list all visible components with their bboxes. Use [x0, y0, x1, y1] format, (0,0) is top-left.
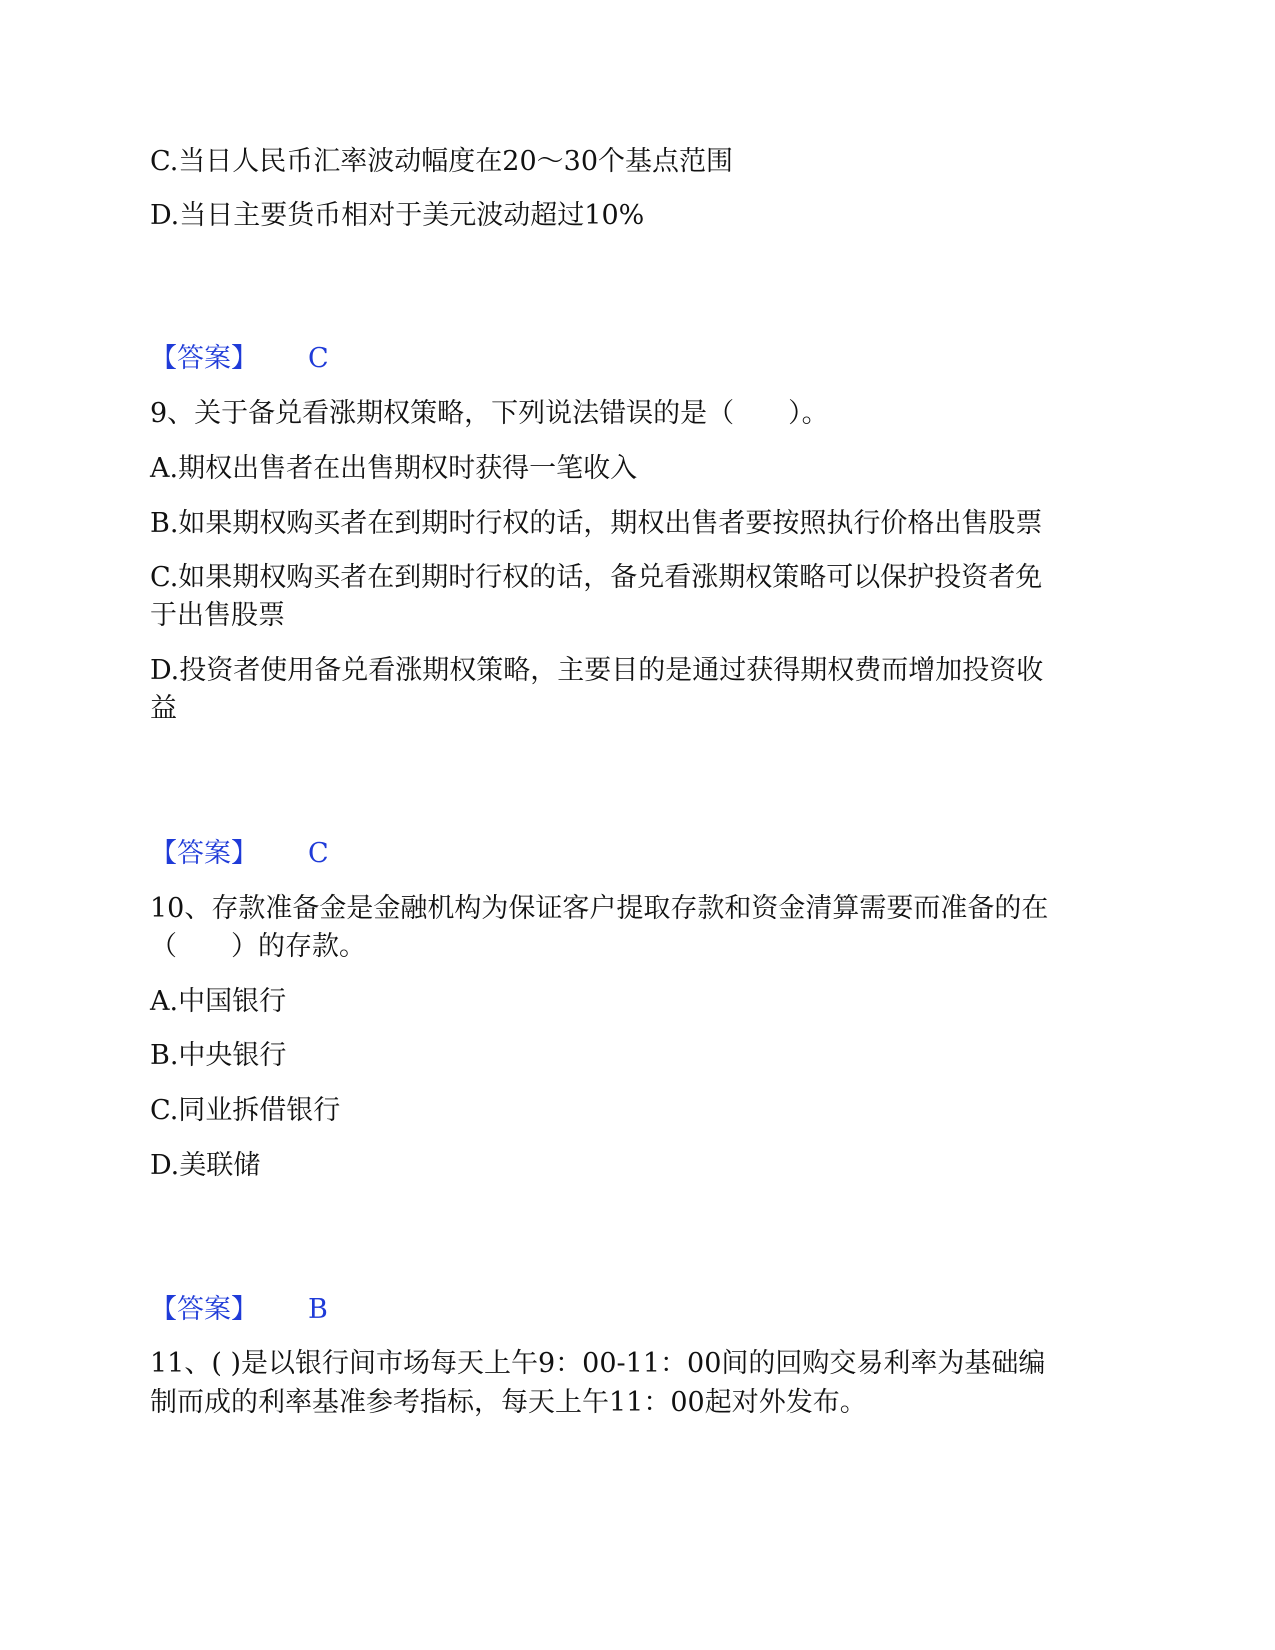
question-8-option-c: C.当日人民币汇率波动幅度在20～30个基点范围: [150, 146, 733, 177]
answer-label: 【答案】: [150, 838, 258, 869]
answer-value: B: [308, 1294, 328, 1325]
question-10-stem-line2: （ ）的存款。: [150, 931, 366, 962]
answer-9: [150, 838, 329, 870]
question-9-option-d-line1: D.投资者使用备兑看涨期权策略，主要目的是通过获得期权费而增加投资收: [150, 655, 1044, 686]
answer-8: [150, 343, 329, 375]
question-11-stem-line2: 制而成的利率基准参考指标，每天上午11：00起对外发布。: [150, 1387, 867, 1418]
question-9-option-c-line2: 于出售股票: [150, 600, 285, 631]
answer-label: 【答案】: [150, 1294, 258, 1325]
question-9-option-c-line1: C.如果期权购买者在到期时行权的话，备兑看涨期权策略可以保护投资者免: [150, 562, 1043, 593]
question-9-stem: 9、关于备兑看涨期权策略，下列说法错误的是（ ）。: [150, 398, 829, 429]
question-10-stem-line1: 10、存款准备金是金融机构为保证客户提取存款和资金清算需要而准备的在: [150, 893, 1049, 924]
answer-10: [150, 1294, 328, 1326]
question-9-option-b: B.如果期权购买者在到期时行权的话，期权出售者要按照执行价格出售股票: [150, 508, 1043, 539]
question-10-option-c: C.同业拆借银行: [150, 1095, 341, 1126]
answer-label: 【答案】: [150, 343, 258, 374]
answer-value: C: [308, 343, 329, 374]
question-10-option-a: A.中国银行: [150, 986, 287, 1017]
question-9-option-a: A.期权出售者在出售期权时获得一笔收入: [150, 453, 638, 484]
question-10-option-d: D.美联储: [150, 1150, 261, 1181]
question-11-stem-line1: 11、( )是以银行间市场每天上午9：00-11：00间的回购交易利率为基础编: [150, 1348, 1046, 1379]
question-8-option-d: D.当日主要货币相对于美元波动超过10%: [150, 200, 645, 231]
answer-value: C: [308, 838, 329, 869]
question-10-option-b: B.中央银行: [150, 1040, 287, 1071]
question-9-option-d-line2: 益: [150, 693, 177, 724]
